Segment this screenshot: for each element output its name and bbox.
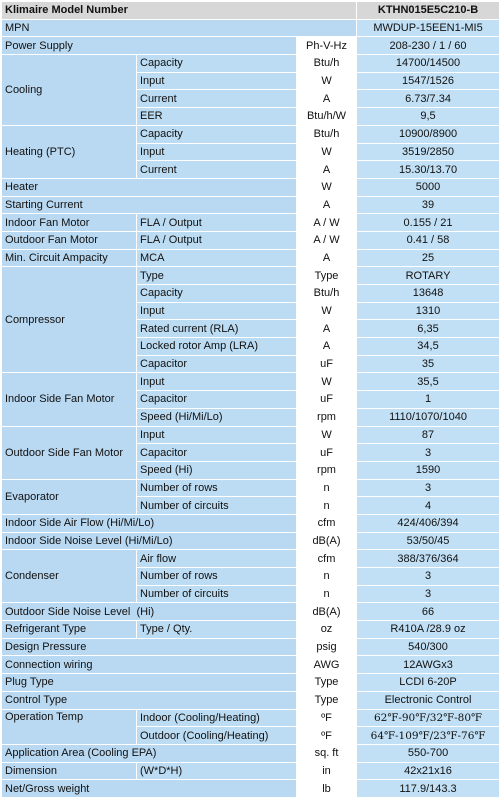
min-circuit-unit: A bbox=[297, 249, 357, 267]
indoor-side-fan-unit: uF bbox=[297, 391, 357, 409]
heating-param: Input bbox=[137, 143, 297, 161]
evaporator-label: Evaporator bbox=[2, 479, 137, 514]
spec-table bbox=[1, 1, 500, 798]
outdoor-side-fan-param: Input bbox=[137, 426, 297, 444]
design-pressure-unit: psig bbox=[297, 638, 357, 656]
compressor-value: 34,5 bbox=[357, 338, 500, 356]
table-row bbox=[2, 426, 500, 444]
indoor-side-fan-unit: rpm bbox=[297, 408, 357, 426]
cooling-param: Current bbox=[137, 90, 297, 108]
indoor-side-fan-param: Capacitor bbox=[137, 391, 297, 409]
table-row bbox=[2, 178, 500, 196]
dimension-unit: in bbox=[297, 762, 357, 780]
indoor-side-fan-unit: W bbox=[297, 373, 357, 391]
heating-param: Current bbox=[137, 161, 297, 179]
compressor-param: Type bbox=[137, 267, 297, 285]
control-type-unit: Type bbox=[297, 691, 357, 709]
condenser-label: Condenser bbox=[2, 550, 137, 603]
table-row bbox=[2, 674, 500, 692]
weight-label: Net/Gross weight bbox=[2, 780, 297, 798]
heating-label: Heating (PTC) bbox=[2, 125, 137, 178]
outdoor-side-fan-unit: uF bbox=[297, 444, 357, 462]
compressor-param: Rated current (RLA) bbox=[137, 320, 297, 338]
weight-unit: lb bbox=[297, 780, 357, 798]
heater-label: Heater bbox=[2, 178, 297, 196]
compressor-unit: Type bbox=[297, 267, 357, 285]
plug-type-value: LCDI 6-20P bbox=[357, 674, 500, 692]
indoor-fan-motor-value: 0.155 / 21 bbox=[357, 214, 500, 232]
heating-unit: Btu/h bbox=[297, 125, 357, 143]
evaporator-value: 4 bbox=[357, 497, 500, 515]
outdoor-fan-motor-param: FLA / Output bbox=[137, 231, 297, 249]
evaporator-param: Number of circuits bbox=[137, 497, 297, 515]
compressor-unit: Btu/h bbox=[297, 285, 357, 303]
indoor-side-fan-value: 1110/1070/1040 bbox=[357, 408, 500, 426]
compressor-value: ROTARY bbox=[357, 267, 500, 285]
design-pressure-label: Design Pressure bbox=[2, 638, 297, 656]
condenser-value: 3 bbox=[357, 585, 500, 603]
condenser-param: Air flow bbox=[137, 550, 297, 568]
compressor-unit: W bbox=[297, 302, 357, 320]
indoor-noise-value: 53/50/45 bbox=[357, 532, 500, 550]
condenser-value: 388/376/364 bbox=[357, 550, 500, 568]
heating-value: 15.30/13.70 bbox=[357, 161, 500, 179]
evaporator-value: 3 bbox=[357, 479, 500, 497]
mpn-label: MPN bbox=[2, 19, 357, 37]
application-area-unit: sq. ft bbox=[297, 744, 357, 762]
table-row bbox=[2, 638, 500, 656]
power-supply-label: Power Supply bbox=[2, 37, 297, 55]
compressor-unit: uF bbox=[297, 355, 357, 373]
outdoor-noise-value: 66 bbox=[357, 603, 500, 621]
table-row bbox=[2, 780, 500, 798]
indoor-side-fan-param: Speed (Hi/Mi/Lo) bbox=[137, 408, 297, 426]
condenser-unit: cfm bbox=[297, 550, 357, 568]
design-pressure-value: 540/300 bbox=[357, 638, 500, 656]
cooling-unit: Btu/h/W bbox=[297, 108, 357, 126]
power-supply-value: 208-230 / 1 / 60 bbox=[357, 37, 500, 55]
condenser-unit: n bbox=[297, 585, 357, 603]
compressor-value: 6,35 bbox=[357, 320, 500, 338]
table-row bbox=[2, 479, 500, 497]
outdoor-side-fan-value: 1590 bbox=[357, 461, 500, 479]
plug-type-unit: Type bbox=[297, 674, 357, 692]
table-row bbox=[2, 691, 500, 709]
heater-unit: W bbox=[297, 178, 357, 196]
refrigerant-value: R410A /28.9 oz bbox=[357, 621, 500, 639]
dimension-value: 42x21x16 bbox=[357, 762, 500, 780]
compressor-param: Locked rotor Amp (LRA) bbox=[137, 338, 297, 356]
outdoor-side-fan-unit: rpm bbox=[297, 461, 357, 479]
connection-wiring-label: Connection wiring bbox=[2, 656, 297, 674]
table-row bbox=[2, 37, 500, 55]
table-row bbox=[2, 744, 500, 762]
compressor-value: 1310 bbox=[357, 302, 500, 320]
table-row bbox=[2, 656, 500, 674]
table-row bbox=[2, 621, 500, 639]
outdoor-fan-motor-label: Outdoor Fan Motor bbox=[2, 231, 137, 249]
compressor-unit: A bbox=[297, 338, 357, 356]
starting-current-unit: A bbox=[297, 196, 357, 214]
table-row bbox=[2, 249, 500, 267]
cooling-unit: A bbox=[297, 90, 357, 108]
heating-unit: A bbox=[297, 161, 357, 179]
condenser-param: Number of rows bbox=[137, 568, 297, 586]
table-row bbox=[2, 267, 500, 285]
table-row bbox=[2, 514, 500, 532]
outdoor-noise-label: Outdoor Side Noise Level (Hi) bbox=[2, 603, 297, 621]
power-supply-unit: Ph-V-Hz bbox=[297, 37, 357, 55]
compressor-param: Input bbox=[137, 302, 297, 320]
dimension-param: (W*D*H) bbox=[137, 762, 297, 780]
compressor-label: Compressor bbox=[2, 267, 137, 373]
outdoor-fan-motor-value: 0.41 / 58 bbox=[357, 231, 500, 249]
indoor-side-fan-value: 35,5 bbox=[357, 373, 500, 391]
starting-current-label: Starting Current bbox=[2, 196, 297, 214]
connection-wiring-value: 12AWGx3 bbox=[357, 656, 500, 674]
table-row bbox=[2, 125, 500, 143]
condenser-unit: n bbox=[297, 568, 357, 586]
operation-temp-param: Indoor (Cooling/Heating) bbox=[137, 709, 297, 727]
mpn-value: MWDUP-15EEN1-MI5 bbox=[357, 19, 500, 37]
compressor-param: Capacitor bbox=[137, 355, 297, 373]
indoor-fan-motor-label: Indoor Fan Motor bbox=[2, 214, 137, 232]
application-area-label: Application Area (Cooling EPA) bbox=[2, 744, 297, 762]
table-row bbox=[2, 762, 500, 780]
cooling-param: Input bbox=[137, 72, 297, 90]
condenser-param: Number of circuits bbox=[137, 585, 297, 603]
table-row bbox=[2, 19, 500, 37]
cooling-unit: Btu/h bbox=[297, 55, 357, 73]
table-row bbox=[2, 55, 500, 73]
evaporator-unit: n bbox=[297, 479, 357, 497]
heating-param: Capacity bbox=[137, 125, 297, 143]
outdoor-side-fan-value: 87 bbox=[357, 426, 500, 444]
connection-wiring-unit: AWG bbox=[297, 656, 357, 674]
cooling-unit: W bbox=[297, 72, 357, 90]
compressor-unit: A bbox=[297, 320, 357, 338]
application-area-value: 550-700 bbox=[357, 744, 500, 762]
operation-temp-unit: ºF bbox=[297, 709, 357, 727]
starting-current-value: 39 bbox=[357, 196, 500, 214]
cooling-value: 9,5 bbox=[357, 108, 500, 126]
table-row bbox=[2, 532, 500, 550]
min-circuit-label: Min. Circuit Ampacity bbox=[2, 249, 137, 267]
table-row bbox=[2, 550, 500, 568]
min-circuit-value: 25 bbox=[357, 249, 500, 267]
outdoor-fan-motor-unit: A / W bbox=[297, 231, 357, 249]
compressor-value: 13648 bbox=[357, 285, 500, 303]
evaporator-unit: n bbox=[297, 497, 357, 515]
heating-value: 10900/8900 bbox=[357, 125, 500, 143]
cooling-param: Capacity bbox=[137, 55, 297, 73]
outdoor-side-fan-unit: W bbox=[297, 426, 357, 444]
indoor-air-flow-value: 424/406/394 bbox=[357, 514, 500, 532]
operation-temp-param: Outdoor (Cooling/Heating) bbox=[137, 727, 297, 745]
outdoor-side-fan-value: 3 bbox=[357, 444, 500, 462]
operation-temp-value: 64℉-109℉/23℉-76℉ bbox=[357, 727, 500, 745]
cooling-value: 14700/14500 bbox=[357, 55, 500, 73]
cooling-param: EER bbox=[137, 108, 297, 126]
plug-type-label: Plug Type bbox=[2, 674, 297, 692]
refrigerant-param: Type / Qty. bbox=[137, 621, 297, 639]
table-row bbox=[2, 231, 500, 249]
condenser-value: 3 bbox=[357, 568, 500, 586]
operation-temp-unit: ºF bbox=[297, 727, 357, 745]
indoor-air-flow-label: Indoor Side Air Flow (Hi/Mi/Lo) bbox=[2, 514, 297, 532]
heater-value: 5000 bbox=[357, 178, 500, 196]
indoor-fan-motor-param: FLA / Output bbox=[137, 214, 297, 232]
outdoor-noise-unit: dB(A) bbox=[297, 603, 357, 621]
refrigerant-label: Refrigerant Type bbox=[2, 621, 137, 639]
min-circuit-param: MCA bbox=[137, 249, 297, 267]
indoor-noise-unit: dB(A) bbox=[297, 532, 357, 550]
operation-temp-value: 62℉-90℉/32℉-80℉ bbox=[357, 709, 500, 727]
compressor-param: Capacity bbox=[137, 285, 297, 303]
table-row bbox=[2, 214, 500, 232]
operation-temp-label: Operation Temp bbox=[2, 709, 137, 744]
control-type-label: Control Type bbox=[2, 691, 297, 709]
refrigerant-unit: oz bbox=[297, 621, 357, 639]
indoor-air-flow-unit: cfm bbox=[297, 514, 357, 532]
evaporator-param: Number of rows bbox=[137, 479, 297, 497]
heating-value: 3519/2850 bbox=[357, 143, 500, 161]
table-row bbox=[2, 603, 500, 621]
dimension-label: Dimension bbox=[2, 762, 137, 780]
header-row bbox=[2, 2, 500, 20]
indoor-side-fan-param: Input bbox=[137, 373, 297, 391]
outdoor-side-fan-param: Speed (Hi) bbox=[137, 461, 297, 479]
weight-value: 117.9/143.3 bbox=[357, 780, 500, 798]
outdoor-side-fan-param: Capacitor bbox=[137, 444, 297, 462]
table-row bbox=[2, 196, 500, 214]
model-number-value: KTHN015E5C210-B bbox=[357, 2, 500, 20]
heating-unit: W bbox=[297, 143, 357, 161]
indoor-side-fan-label: Indoor Side Fan Motor bbox=[2, 373, 137, 426]
outdoor-side-fan-label: Outdoor Side Fan Motor bbox=[2, 426, 137, 479]
cooling-label: Cooling bbox=[2, 55, 137, 126]
indoor-noise-label: Indoor Side Noise Level (Hi/Mi/Lo) bbox=[2, 532, 297, 550]
indoor-side-fan-value: 1 bbox=[357, 391, 500, 409]
table-row bbox=[2, 373, 500, 391]
model-number-label: Klimaire Model Number bbox=[2, 2, 357, 20]
cooling-value: 1547/1526 bbox=[357, 72, 500, 90]
indoor-fan-motor-unit: A / W bbox=[297, 214, 357, 232]
compressor-value: 35 bbox=[357, 355, 500, 373]
control-type-value: Electronic Control bbox=[357, 691, 500, 709]
cooling-value: 6.73/7.34 bbox=[357, 90, 500, 108]
table-row bbox=[2, 709, 500, 727]
